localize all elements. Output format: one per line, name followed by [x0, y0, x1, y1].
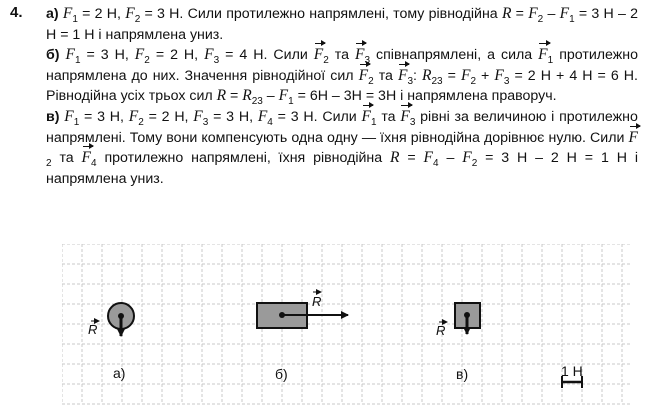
part-b: б) $F_1 = 3$ Н, $F_2 = 2$ Н, $F_3 = 4$ Н. Сили $F_2$ та $F_3$ співнапрямлені, а сила $F_1$ протилежно напрямлена до них. Значення рівнодійної сил $F_2$ та $F_3$: $R_{23} = F_2 + F_3 = 2$ Н + 4 Н = 6 Н. Рівнодійна усіх трьох сил $R = R_{23} - F_1 = 6Н - 3Н = 3Н$ і напрямлена праворуч.: [46, 46, 638, 108]
part-c-label: в): [46, 108, 60, 125]
diagram-c: [436, 303, 480, 338]
diagram-label-b: б): [275, 366, 288, 382]
part-a: а) $F_1 = 2$ Н, $F_2 = 3$ Н. Сили протилежно напрямлені, тому рівнодійна $R = F_2 - F_1 = 3$ Н – 2 Н = 1 Н і напрямлена униз.: [46, 5, 639, 43]
part-a-label: а): [46, 6, 59, 22]
vector-label-r-a: R: [88, 322, 98, 337]
diagram-label-c: в): [456, 366, 469, 382]
diagram-label-a: а): [113, 365, 126, 381]
solution-text: [46, 4, 638, 189]
part-c: в) $F_1 = 3$ Н, $F_2 = 2$ Н, $F_3 = 3$ Н, $F_4 = 3$ Н. Сили $F_1$ та $F_3$ рівні за величиною і протилежно напрямлені. Тому вони компенсують одна одну — їхня рівнодійна дорівнює нулю. Сили $F_2$ та $F_4$ протилежно напрямлені, їхня рівнодійна $R = F_4 - F_2 = 3$ Н – 2 Н = 1 Н і напрямлена униз.: [46, 107, 638, 187]
problem-number: 4.: [10, 4, 23, 21]
part-b-label: б): [46, 47, 60, 64]
vector-label-r-c: R: [436, 323, 446, 338]
vector-label-r-b: R: [312, 294, 322, 309]
grid: [62, 244, 630, 404]
diagram-a: [88, 303, 134, 337]
force-diagram: [62, 244, 632, 406]
diagram-b: [257, 292, 348, 328]
scale-label: 1 Н: [561, 363, 583, 379]
